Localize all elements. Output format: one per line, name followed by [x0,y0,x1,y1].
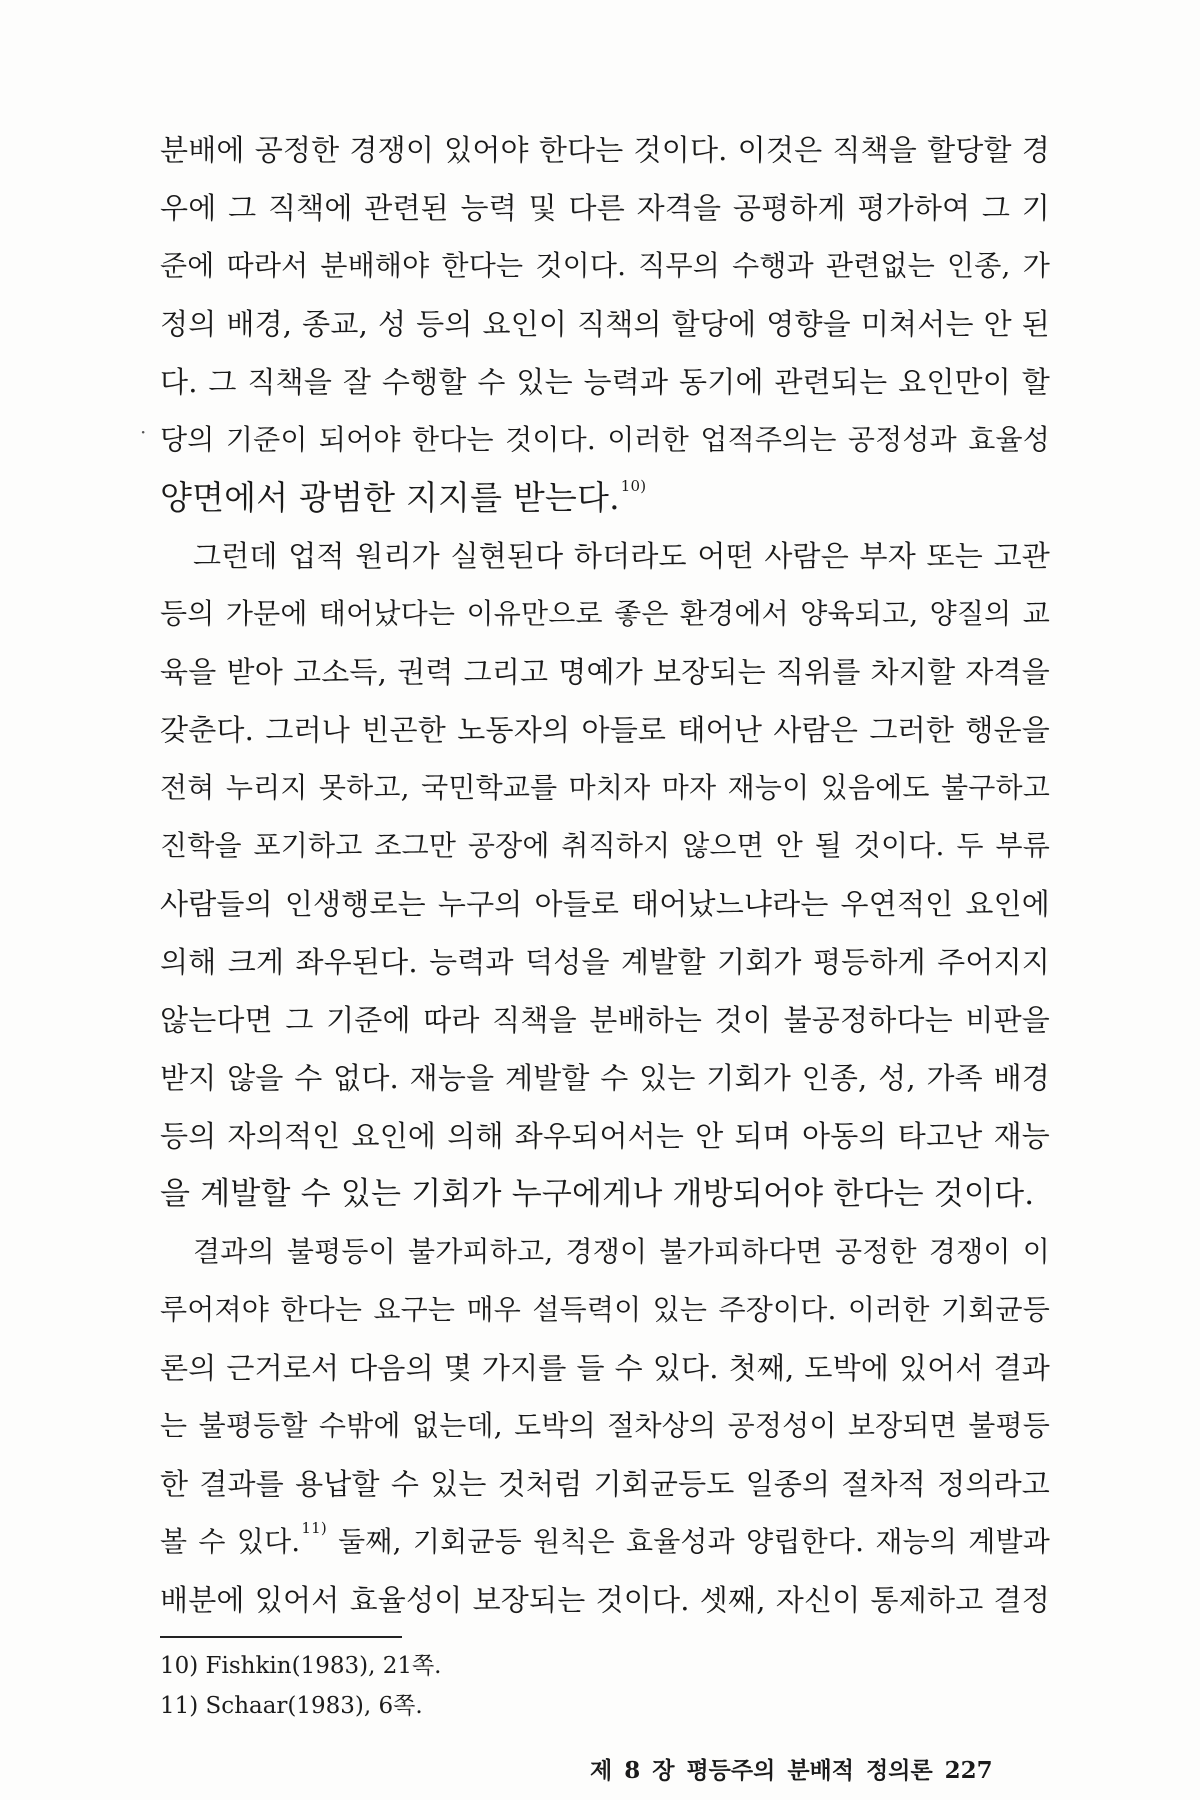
text-line [160,1520,1050,1564]
text-line: 을 계발할 수 있는 기회가 누구에게나 개방되어야 한다는 것이다. [160,1176,1035,1212]
text-line: 등의 자의적인 요인에 의해 좌우되어서는 안 되며 아동의 타고난 재능 [160,1119,1050,1153]
running-footer [590,1752,993,1785]
text-line: 한 결과를 용납할 수 있는 것처럼 기회균등도 일종의 절차적 정의라고 [160,1467,1050,1501]
footnote-marker-11: 11) [301,1519,327,1537]
text-line: 사람들의 인생행로는 누구의 아들로 태어났느냐라는 우연적인 요인에 [160,887,1050,921]
text-line: 루어져야 한다는 요구는 매우 설득력이 있는 주장이다. 이러한 기회균등 [160,1293,1050,1326]
text-span: 양면에서 광범한 지지를 받는다. [160,478,620,517]
text-line: 등의 가문에 태어났다는 이유만으로 좋은 환경에서 양육되고, 양질의 교 [160,597,1050,630]
margin-mark: · [140,420,147,444]
text-line: 당의 기준이 되어야 한다는 것이다. 이러한 업적주의는 공정성과 효율성 [160,423,1050,456]
text-line: 배분에 있어서 효율성이 보장되는 것이다. 셋째, 자신이 통제하고 결정 [160,1583,1050,1617]
text-line: 준에 따라서 분배해야 한다는 것이다. 직무의 수행과 관련없는 인종, 가 [160,249,1050,282]
text-line: 다. 그 직책을 잘 수행할 수 있는 능력과 동기에 관련되는 요인만이 할 [160,365,1050,399]
footnote-rule [160,1636,402,1638]
text-line: 우에 그 직책에 관련된 능력 및 다른 자격을 공평하게 평가하여 그 기 [160,191,1050,225]
footnote-10: 10) Fishkin(1983), 21쪽. [160,1653,442,1679]
footnote-marker-10: 10) [620,477,647,495]
running-title: 제 8 장 평등주의 분배적 정의론 [590,1757,933,1784]
text-line: 받지 않을 수 없다. 재능을 계발할 수 있는 기회가 인종, 성, 가족 배경 [160,1061,1050,1095]
text-line: 육을 받아 고소득, 권력 그리고 명예가 보장되는 직위를 차지할 자격을 [160,655,1050,689]
text-line: 그런데 업적 원리가 실현된다 하더라도 어떤 사람은 부자 또는 고관 [193,539,1050,573]
text-line: 전혀 누리지 못하고, 국민학교를 마치자 마자 재능이 있음에도 불구하고 [160,771,1050,804]
text-line: 정의 배경, 종교, 성 등의 요인이 직책의 할당에 영향을 미쳐서는 안 된 [160,307,1050,341]
text-line: 의해 크게 좌우된다. 능력과 덕성을 계발할 기회가 평등하게 주어지지 [160,945,1050,979]
text-line: 않는다면 그 기준에 따라 직책을 분배하는 것이 불공정하다는 비판을 [160,1003,1050,1037]
page-number: 227 [944,1757,993,1784]
text-line [160,476,1050,520]
text-line: 결과의 불평등이 불가피하고, 경쟁이 불가피하다면 공정한 경쟁이 이 [193,1235,1050,1268]
text-span: 볼 수 있다. [160,1525,301,1558]
text-line: 진학을 포기하고 조그만 공장에 취직하지 않으면 안 될 것이다. 두 부류 [160,829,1050,862]
footnote-11: 11) Schaar(1983), 6쪽. [160,1693,423,1719]
text-line: 분배에 공정한 경쟁이 있어야 한다는 것이다. 이것은 직책을 할당할 경 [160,133,1050,167]
text-line: 갖춘다. 그러나 빈곤한 노동자의 아들로 태어난 사람은 그러한 행운을 [160,713,1050,747]
text-line: 는 불평등할 수밖에 없는데, 도박의 절차상의 공정성이 보장되면 불평등 [160,1409,1050,1442]
text-span: 둘째, 기회균등 원칙은 효율성과 양립한다. 재능의 계발과 [326,1525,1050,1558]
text-line: 론의 근거로서 다음의 몇 가지를 들 수 있다. 첫째, 도박에 있어서 결과 [160,1351,1050,1385]
